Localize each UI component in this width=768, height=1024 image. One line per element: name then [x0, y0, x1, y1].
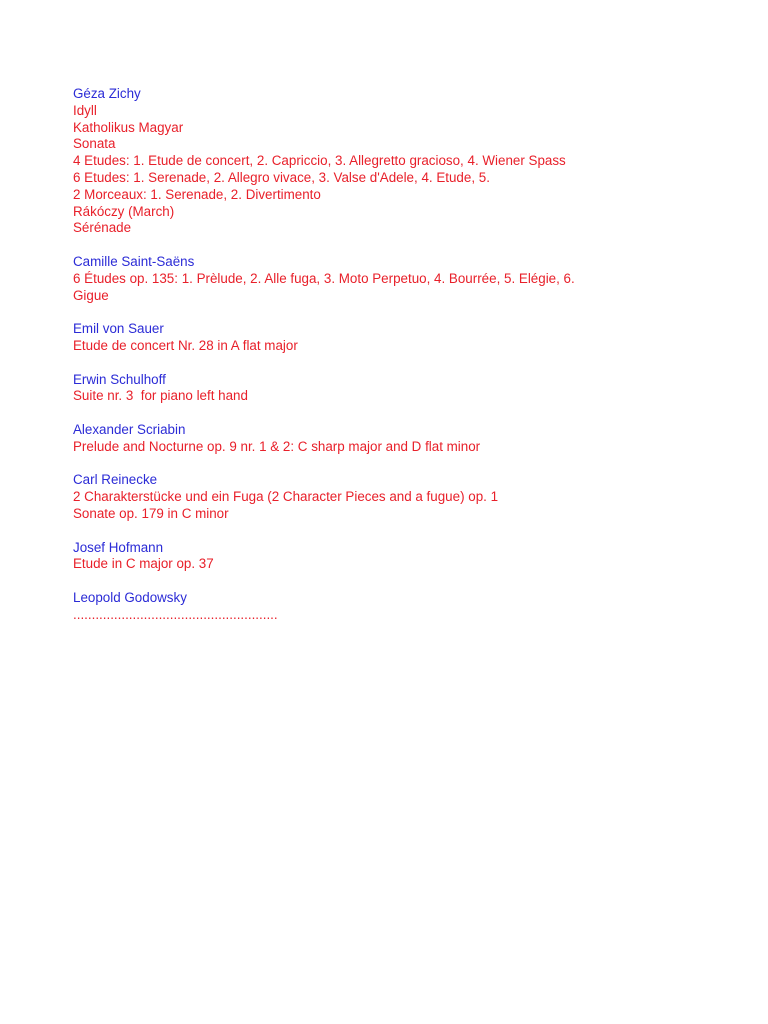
composer-section [73, 590, 673, 624]
composer-name: Josef Hofmann [73, 539, 164, 555]
work-item: Sérénade [73, 220, 132, 236]
work-item: Etude de concert Nr. 28 in A flat major [73, 337, 298, 353]
work-item: Idyll [73, 102, 97, 118]
composer-section [73, 422, 673, 456]
work-item: Sonata [73, 136, 116, 152]
composer-name: Alexander Scriabin [73, 421, 186, 437]
composer-section [73, 540, 673, 574]
composer-name: Carl Reinecke [73, 472, 158, 488]
composer-section [73, 372, 673, 406]
composer-name: Leopold Godowsky [73, 589, 187, 605]
work-item: Prelude and Nocturne op. 9 nr. 1 & 2: C sharp major and D flat minor [73, 438, 481, 454]
work-item: 2 Charakterstücke und ein Fuga (2 Character Pieces and a fugue) op. 1 [73, 489, 499, 505]
work-item: Etude in C major op. 37 [73, 556, 214, 572]
composer-section [73, 86, 673, 237]
work-item: 6 Etudes: 1. Serenade, 2. Allegro vivace, 3. Valse d'Adele, 4. Etude, 5. [73, 169, 490, 185]
composer-name: Géza Zichy [73, 86, 141, 101]
composer-section [73, 321, 673, 355]
work-item: ....................................................... [73, 606, 278, 622]
work-item: 6 Études op. 135: 1. Prèlude, 2. Alle fuga, 3. Moto Perpetuo, 4. Bourrée, 5. Elégie, 6. [73, 270, 575, 286]
composer-name: Camille Saint-Saëns [73, 253, 195, 269]
composer-section [73, 254, 673, 304]
work-item: Katholikus Magyar [73, 119, 184, 135]
work-item: Suite nr. 3 for piano left hand [73, 388, 248, 404]
work-item: Rákóczy (March) [73, 203, 175, 219]
document-page [73, 86, 673, 640]
work-item: Gigue [73, 287, 109, 303]
work-item: Sonate op. 179 in C minor [73, 505, 229, 521]
work-item: 2 Morceaux: 1. Serenade, 2. Divertimento [73, 186, 321, 202]
work-item: 4 Etudes: 1. Etude de concert, 2. Capriccio, 3. Allegretto gracioso, 4. Wiener Spass [73, 153, 566, 169]
composer-name: Emil von Sauer [73, 321, 164, 337]
composer-name: Erwin Schulhoff [73, 371, 166, 387]
composer-section [73, 472, 673, 522]
